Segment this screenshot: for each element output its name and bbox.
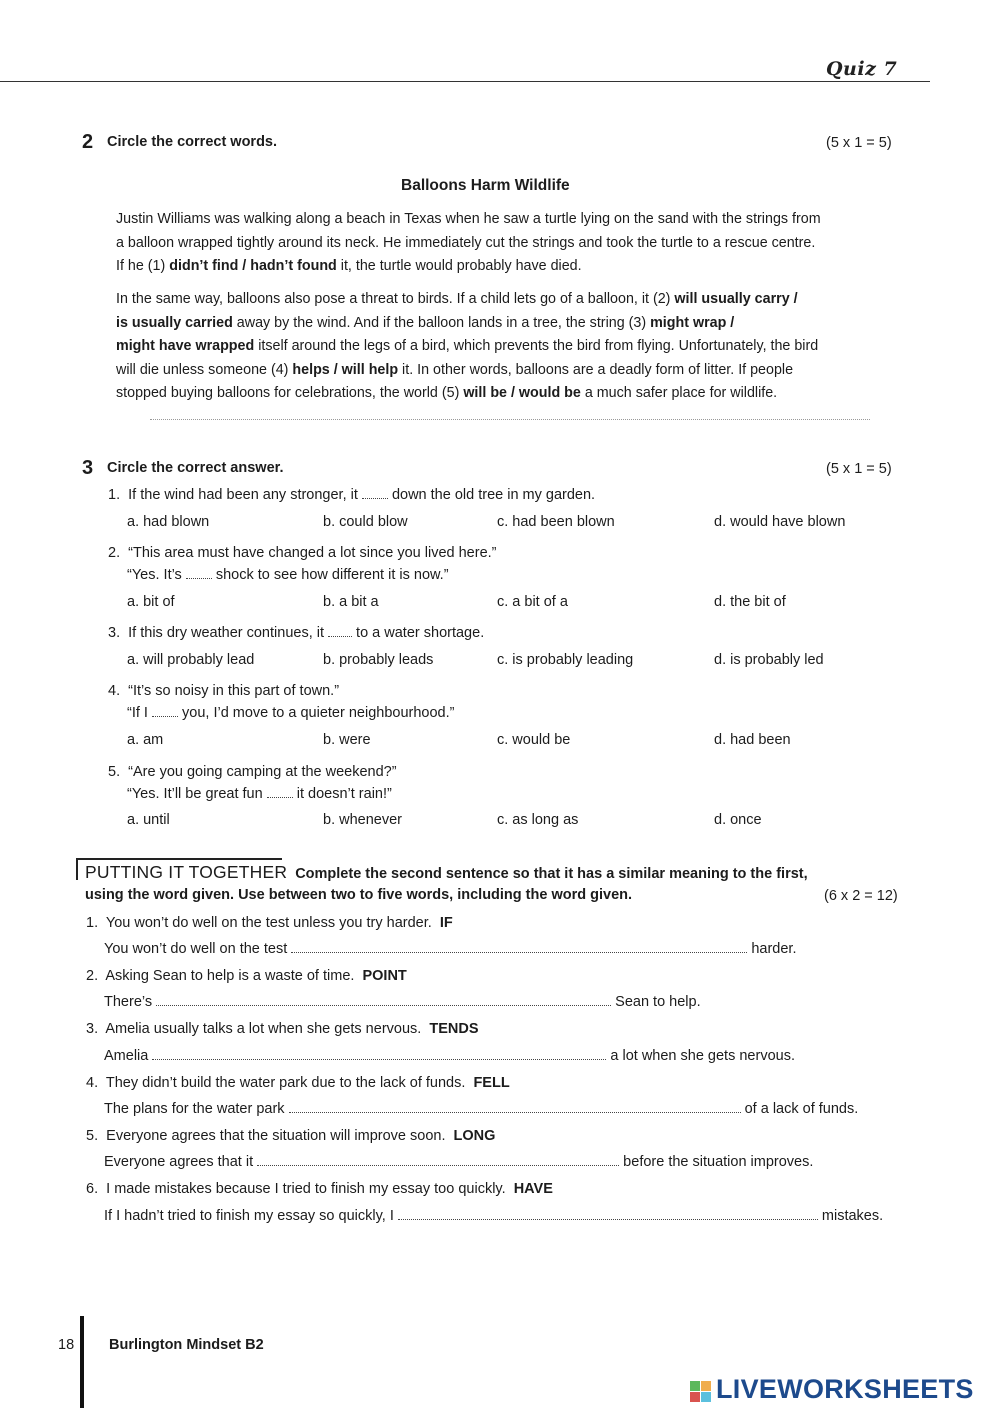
putting-together-title: PUTTING IT TOGETHER	[85, 862, 288, 882]
section-2-title: Circle the correct words.	[107, 134, 278, 150]
answer-blank[interactable]	[291, 942, 747, 953]
option-1a[interactable]: a. had blown	[127, 514, 210, 530]
question-2: 2. “This area must have changed a lot since you lived here.”	[108, 545, 497, 561]
option-4a[interactable]: a. am	[127, 732, 164, 748]
transform-answer-3: Amelia a lot when she gets nervous.	[104, 1048, 795, 1064]
transform-item-4: 4. They didn’t build the water park due to the lack of funds. FELL	[86, 1075, 510, 1091]
choice-2b[interactable]: is usually carried	[116, 314, 233, 331]
page-number: 18	[58, 1337, 75, 1353]
answer-blank[interactable]	[257, 1155, 619, 1166]
option-4c[interactable]: c. would be	[497, 732, 571, 748]
transform-answer-4: The plans for the water park of a lack of funds.	[104, 1101, 859, 1117]
question-1: 1. If the wind had been any stronger, it down the old tree in my garden.	[108, 487, 596, 503]
answer-blank[interactable]	[156, 995, 611, 1006]
section-divider	[150, 419, 870, 421]
quiz-label: Quiz 7	[826, 58, 898, 80]
answer-blank[interactable]	[152, 706, 178, 717]
transform-answer-5: Everyone agrees that it before the situation improves.	[104, 1154, 814, 1170]
answer-blank[interactable]	[267, 787, 293, 798]
section-bracket-top	[76, 858, 282, 860]
choice-2a[interactable]: will usually carry /	[674, 291, 798, 307]
key-word: LONG	[453, 1128, 496, 1144]
option-3a[interactable]: a. will probably lead	[127, 652, 255, 668]
option-5a[interactable]: a. until	[127, 812, 170, 828]
question-3: 3. If this dry weather continues, it to a water shortage.	[108, 625, 485, 641]
choice-3b[interactable]: might have wrapped	[116, 338, 255, 354]
section-bracket	[76, 858, 78, 880]
answer-blank[interactable]	[289, 1102, 741, 1113]
transform-item-3: 3. Amelia usually talks a lot when she gets nervous. TENDS	[86, 1021, 479, 1037]
section-3-number: 3	[82, 457, 94, 479]
answer-blank[interactable]	[328, 626, 352, 637]
question-2-line-2: “Yes. It’s shock to see how different it is now.”	[127, 567, 449, 583]
answer-blank[interactable]	[398, 1209, 818, 1220]
question-5-line-2: “Yes. It’ll be great fun it doesn’t rain!”	[127, 786, 392, 802]
option-4d[interactable]: d. had been	[714, 732, 791, 748]
question-5: 5. “Are you going camping at the weekend?”	[108, 764, 397, 780]
choice-1[interactable]: didn’t find / hadn’t found	[169, 258, 337, 274]
putting-together-header	[85, 862, 808, 883]
key-word: IF	[439, 915, 453, 931]
liveworksheets-watermark[interactable]: LIVEWORKSHEETS	[716, 1374, 974, 1404]
article-paragraph-1: Justin Williams was walking along a beach in Texas when he saw a turtle lying on the sand with the strings from a balloon wrapped tightly around its neck. He immediately cut the strings and took the turtle to a rescue centre. If he (1) didn’t find / hadn’t found it, the turtle would probably have died.	[116, 211, 821, 274]
option-2a[interactable]: a. bit of	[127, 594, 175, 610]
transform-answer-2: There’s Sean to help.	[104, 994, 701, 1010]
section-3-title: Circle the correct answer.	[107, 460, 284, 476]
transform-item-1: 1. You won’t do well on the test unless you try harder. IF	[86, 915, 453, 931]
question-4: 4. “It’s so noisy in this part of town.”	[108, 683, 340, 699]
option-2c[interactable]: c. a bit of a	[497, 594, 568, 610]
key-word: FELL	[473, 1075, 510, 1091]
option-3c[interactable]: c. is probably leading	[497, 652, 634, 668]
header-rule	[0, 81, 930, 82]
key-word: TENDS	[429, 1021, 479, 1037]
section-2-score: (5 x 1 = 5)	[826, 135, 892, 151]
article-title: Balloons Harm Wildlife	[401, 177, 570, 194]
footer-brand: Burlington Mindset B2	[109, 1337, 264, 1353]
key-word: POINT	[362, 968, 407, 984]
option-5b[interactable]: b. whenever	[323, 812, 402, 828]
section-2-number: 2	[82, 131, 94, 153]
article-paragraph-2: In the same way, balloons also pose a threat to birds. If a child lets go of a balloon, it (2) will usually carry / is usually carried away by the wind. And if the balloon lands in a tree, the string (3) might wrap / might have wrapped itself around the legs of a bird, which prevents the bird from flying. Unfortunately, the bird will die unless someone (4) helps / will help it. In other words, balloons are a deadly form of litter. If people stopped buying balloons for celebrations, the world (5) will be / would be a much safer place for wildlife.	[116, 291, 819, 401]
option-4b[interactable]: b. were	[323, 732, 371, 748]
option-3b[interactable]: b. probably leads	[323, 652, 434, 668]
footer-bar	[80, 1316, 84, 1408]
answer-blank[interactable]	[186, 568, 212, 579]
choice-5[interactable]: will be / would be	[463, 385, 581, 401]
option-1b[interactable]: b. could blow	[323, 514, 408, 530]
option-2d[interactable]: d. the bit of	[714, 594, 786, 610]
option-1d[interactable]: d. would have blown	[714, 514, 846, 530]
option-1c[interactable]: c. had been blown	[497, 514, 615, 530]
choice-3a[interactable]: might wrap /	[650, 314, 735, 331]
transform-item-6: 6. I made mistakes because I tried to finish my essay too quickly. HAVE	[86, 1181, 553, 1197]
key-word: HAVE	[513, 1181, 553, 1197]
section-3-score: (5 x 1 = 5)	[826, 461, 892, 477]
transform-item-5: 5. Everyone agrees that the situation will improve soon. LONG	[86, 1128, 496, 1144]
choice-4[interactable]: helps / will help	[292, 361, 399, 378]
putting-together-instruction-1: Complete the second sentence so that it has a similar meaning to the first,	[295, 866, 808, 882]
answer-blank[interactable]	[152, 1049, 606, 1060]
putting-together-score: (6 x 2 = 12)	[824, 888, 898, 904]
option-3d[interactable]: d. is probably led	[714, 652, 824, 668]
option-5d[interactable]: d. once	[714, 812, 762, 828]
option-5c[interactable]: c. as long as	[497, 812, 579, 828]
option-2b[interactable]: b. a bit a	[323, 594, 379, 610]
transform-answer-6: If I hadn’t tried to finish my essay so quickly, I mistakes.	[104, 1208, 884, 1224]
putting-together-instruction-2: using the word given. Use between two to five words, including the word given.	[85, 887, 633, 903]
question-4-line-2: “If I you, I’d move to a quieter neighbourhood.”	[127, 705, 455, 721]
transform-answer-1: You won’t do well on the test harder.	[104, 941, 797, 957]
transform-item-2: 2. Asking Sean to help is a waste of time. POINT	[86, 968, 407, 984]
answer-blank[interactable]	[362, 488, 388, 499]
liveworksheets-logo-icon	[690, 1381, 712, 1403]
